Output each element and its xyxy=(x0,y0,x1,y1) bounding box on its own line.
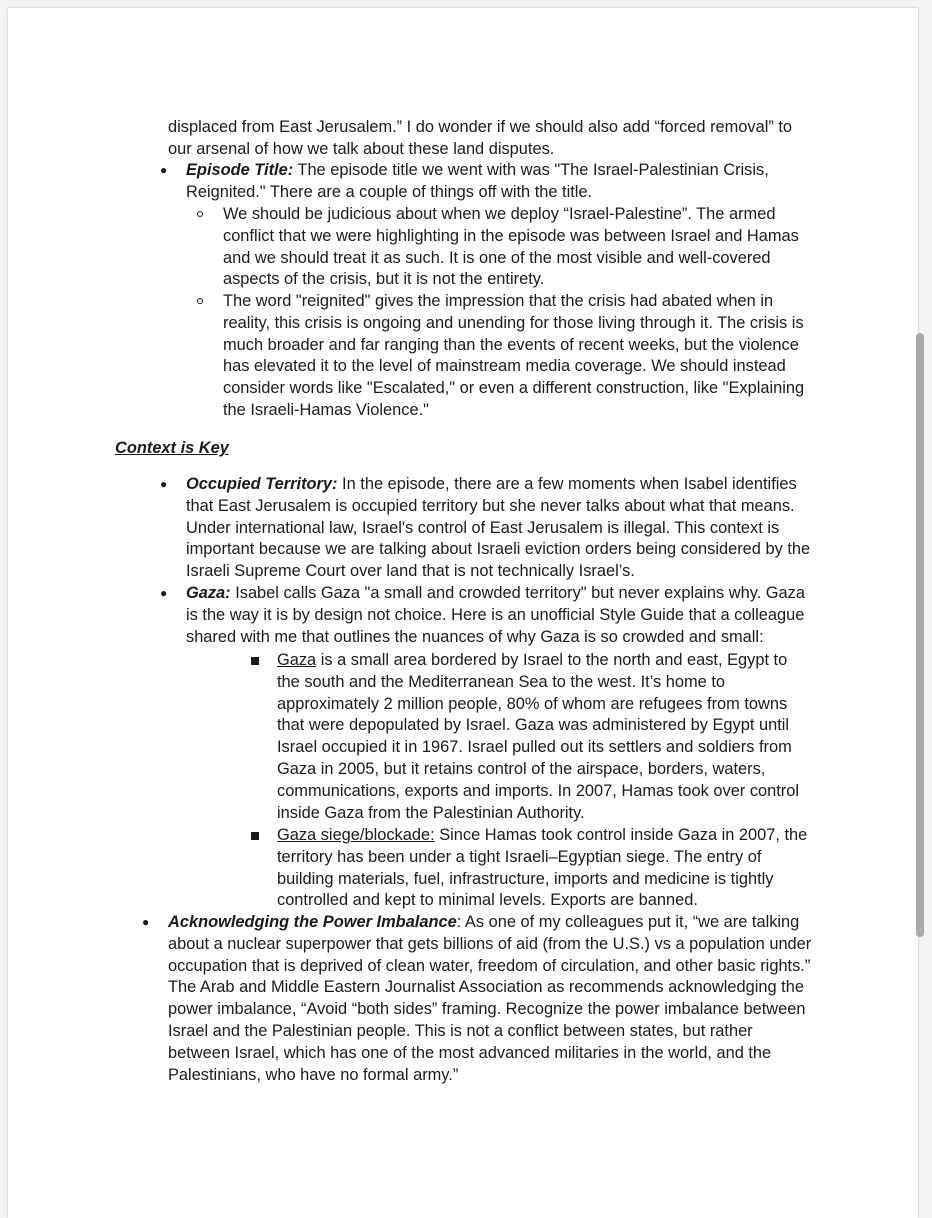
text-line: that East Jerusalem is occupied territory but she never talks about what that means. xyxy=(186,496,795,515)
text-line: Israel and the Palestinian people. This is not a conflict between states, but rather xyxy=(168,1021,753,1040)
text-line: that were depopulated by Israel. Gaza was administered by Egypt until xyxy=(277,716,790,735)
square-bullet-icon xyxy=(251,832,259,840)
bullet-dot-icon: ● xyxy=(160,163,168,177)
text-line: The episode title we went with was "The Israel-Palestinian Crisis, xyxy=(293,161,769,179)
text-line: Palestinians, who have no formal army.” xyxy=(168,1065,459,1084)
text-line: Under international law, Israel's control of East Jerusalem is illegal. This context is xyxy=(186,518,780,537)
text-line: We should be judicious about when we deploy “Israel-Palestine”. The armed xyxy=(223,205,776,223)
occupied-territory-item xyxy=(186,474,810,583)
gaza-item xyxy=(186,583,805,648)
text-line: and we should treat it as such. It is one of the most visible and well-covered xyxy=(223,248,771,267)
square-bullet-icon xyxy=(251,657,259,665)
text-line: displaced from East Jerusalem.” I do wonder if we should also add “forced removal” to xyxy=(168,118,793,136)
text-line: conflict that we were highlighting in the episode was between Israel and Hamas xyxy=(223,226,799,245)
gaza-label: Gaza: xyxy=(186,584,231,602)
text-line: Reignited." There are a couple of things off with the title. xyxy=(186,182,593,201)
power-imbalance-label: Acknowledging the Power Imbalance xyxy=(168,913,457,931)
text-line: The word "reignited" gives the impression that the crisis had abated when in xyxy=(223,292,774,310)
episode-title-item xyxy=(186,160,769,204)
vertical-scrollbar-thumb[interactable] xyxy=(916,333,924,937)
text-line: controlled and kept to minimal levels. Exports are banned. xyxy=(277,891,698,910)
text-line: the south and the Mediterranean Sea to the west. It’s home to xyxy=(277,672,725,691)
text-line: inside Gaza from the Palestinian Authority. xyxy=(277,803,585,822)
text-line: reality, this crisis is ongoing and unending for those living through it. The crisis is xyxy=(223,313,804,332)
text-line: is a small area bordered by Israel to the north and east, Egypt to xyxy=(316,651,788,669)
gaza-siege-item xyxy=(277,825,807,912)
episode-title-label: Episode Title: xyxy=(186,161,294,179)
term-label: Gaza xyxy=(277,651,317,669)
text-line: Israel occupied it in 1967. Israel pulled out its settlers and soldiers from xyxy=(277,738,792,757)
text-line: The Arab and Middle Eastern Journalist Association as recommends acknowledging the xyxy=(168,978,804,997)
bullet-dot-icon: ● xyxy=(160,586,168,600)
occupied-territory-label: Occupied Territory: xyxy=(186,475,338,493)
text-line: consider words like "Escalated," or even a different construction, like "Explaining xyxy=(223,379,805,398)
text-line: building materials, fuel, infrastructure, imports and medicine is tightly xyxy=(277,869,774,888)
text-line: power imbalance, “Avoid “both sides” framing. Recognize the power imbalance between xyxy=(168,1000,806,1019)
text-line: is the way it is by design not choice. Here is an unofficial Style Guide that a colleague xyxy=(186,605,805,624)
gaza-definition-item xyxy=(277,650,799,824)
text-line: shared with me that outlines the nuances of why Gaza is so crowded and small: xyxy=(186,627,764,646)
hollow-bullet-icon xyxy=(197,211,203,217)
sub-bullet-item xyxy=(223,291,804,422)
text-line: occupation that is deprived of clean water, freedom of circulation, and other basic rights.” xyxy=(168,956,811,975)
text-line: Since Hamas took control inside Gaza in 2007, the xyxy=(434,826,808,844)
text-line: In the episode, there are a few moments when Isabel identifies xyxy=(337,475,797,493)
intro-paragraph xyxy=(168,117,792,161)
text-line: Gaza in 2005, but it retains control of the airspace, borders, waters, xyxy=(277,759,766,778)
text-line: has elevated it to the level of mainstream media coverage. We should instead xyxy=(223,357,786,376)
hollow-bullet-icon xyxy=(197,298,203,304)
text-line: aspects of the crisis, but it is not the entirety. xyxy=(223,270,545,289)
text-line: about a nuclear superpower that gets billions of aid (from the U.S.) vs a population under xyxy=(168,934,812,953)
text-line: territory has been under a tight Israeli–Egyptian siege. The entry of xyxy=(277,847,762,866)
text-line: our arsenal of how we talk about these land disputes. xyxy=(168,139,555,158)
text-line: important because we are talking about Israeli eviction orders being considered by the xyxy=(186,540,811,559)
text-line: between Israel, which has one of the most advanced militaries in the world, and the xyxy=(168,1043,772,1062)
sub-bullet-item xyxy=(223,204,799,291)
text-line: much broader and far ranging than the events of recent weeks, but the violence xyxy=(223,335,799,354)
text-line: the Israeli-Hamas Violence." xyxy=(223,400,429,419)
bullet-dot-icon: ● xyxy=(142,915,150,929)
text-line: : As one of my colleagues put it, “we are talking xyxy=(456,913,800,931)
term-label: Gaza siege/blockade: xyxy=(277,826,435,844)
text-line: Isabel calls Gaza "a small and crowded territory" but never explains why. Gaza xyxy=(230,584,805,602)
bullet-dot-icon: ● xyxy=(160,477,168,491)
text-line: communications, exports and imports. In 2007, Hamas took over control xyxy=(277,781,800,800)
text-line: approximately 2 million people, 80% of whom are refugees from towns xyxy=(277,694,788,713)
text-line: Israeli Supreme Court over land that is not technically Israel’s. xyxy=(186,562,635,581)
power-imbalance-item xyxy=(168,912,811,1086)
section-heading: Context is Key xyxy=(115,439,229,457)
